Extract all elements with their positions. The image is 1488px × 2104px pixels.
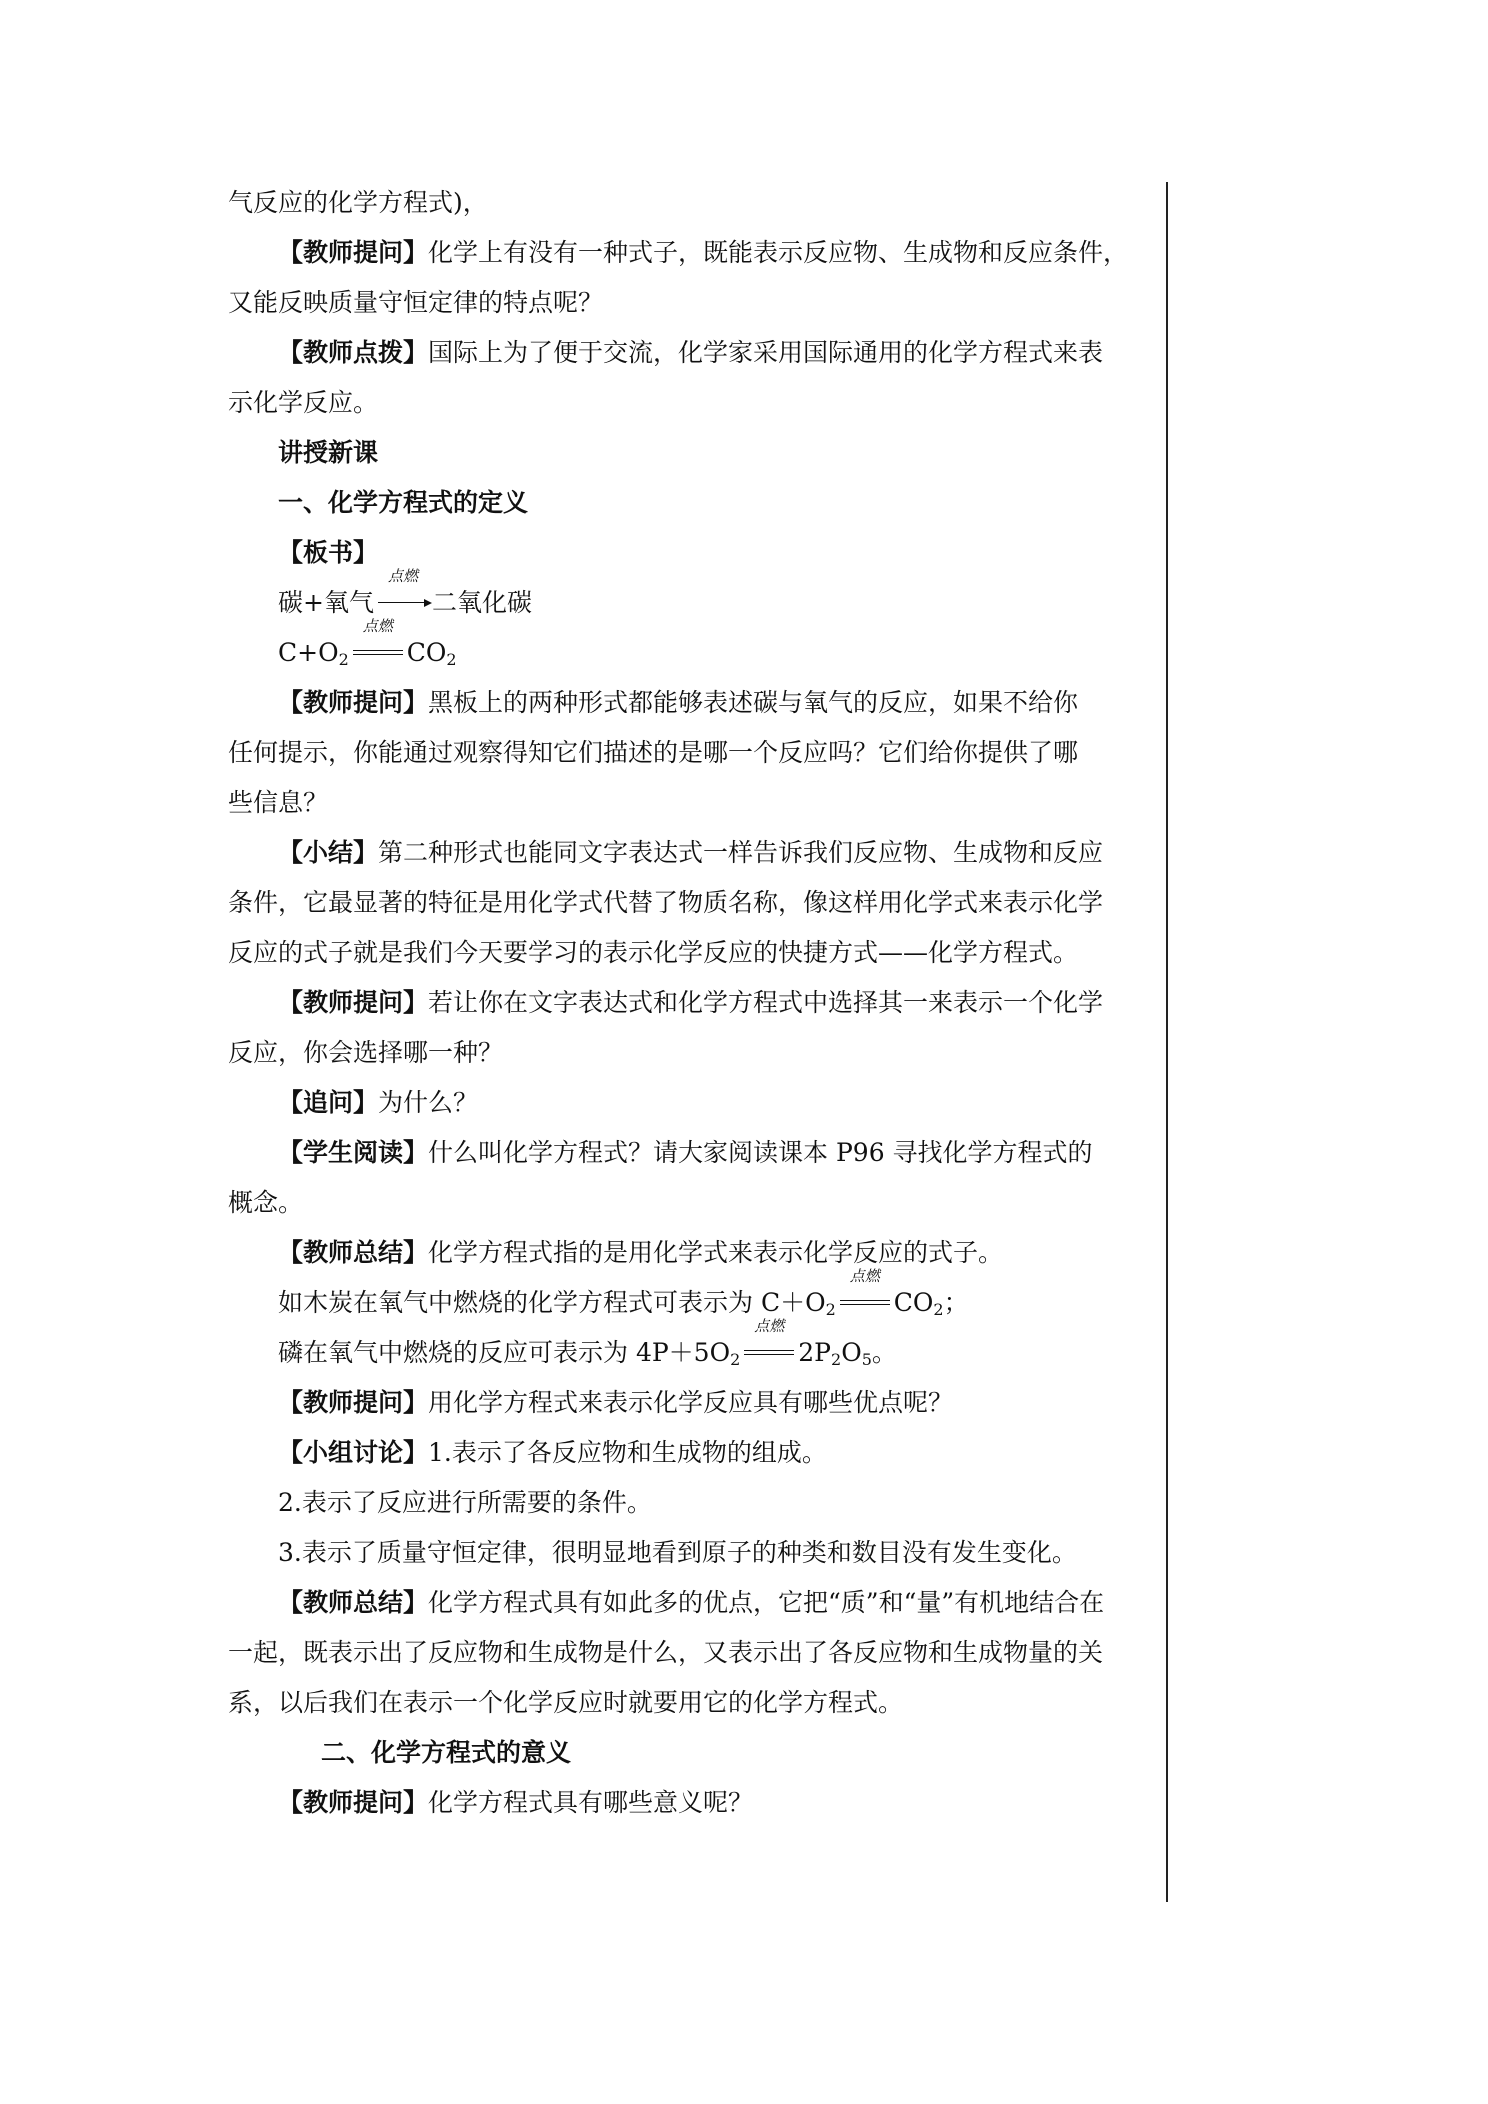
- tag-label: 【教师提问】: [278, 238, 429, 267]
- tag-label: 【教师总结】: [278, 1238, 429, 1267]
- list-item: 2.表示了反应进行所需要的条件。: [278, 1488, 652, 1517]
- reaction-equals: [740, 1317, 798, 1363]
- text-line: 系，以后我们在表示一个化学反应时就要用它的化学方程式。: [228, 1688, 904, 1717]
- reaction-arrow: [374, 567, 432, 613]
- table-border-line: [1166, 182, 1168, 1902]
- arrowhead-icon: [424, 599, 432, 607]
- teacher-summary: 【教师总结】化学方程式指的是用化学式来表示化学反应的式子。: [278, 1238, 1004, 1267]
- reaction-equals: [836, 1267, 894, 1313]
- section-heading: 讲授新课: [278, 438, 379, 467]
- carbon-equation-line: 如木炭在氧气中燃烧的化学方程式可表示为 $C+O_2$ 点燃 $CO_2$；: [278, 1267, 969, 1319]
- word-equation: 碳+氧气 点燃 二氧化碳: [278, 567, 532, 617]
- tag-label: 【教师提问】: [278, 1788, 429, 1817]
- text-line: 些信息？: [228, 788, 329, 817]
- text-line: 任何提示，你能通过观察得知它们描述的是哪一个反应吗？它们给你提供了哪: [228, 738, 1079, 767]
- tag-label: 【小结】: [278, 838, 379, 867]
- lesson-content: [228, 178, 1153, 1828]
- list-item: 3.表示了质量守恒定律，很明显地看到原子的种类和数目没有发生变化。: [278, 1538, 1077, 1567]
- teacher-question: 【教师提问】化学上有没有一种式子，既能表示反应物、生成物和反应条件，: [278, 238, 1129, 267]
- text-line: 反应的式子就是我们今天要学习的表示化学反应的快捷方式——化学方程式。: [228, 938, 1079, 967]
- teacher-summary: 【教师总结】化学方程式具有如此多的优点，它把“质”和“量”有机地结合在: [278, 1588, 1105, 1617]
- condition-label: 点燃: [362, 617, 393, 635]
- text-line: 反应，你会选择哪一种？: [228, 1038, 504, 1067]
- text-line: 概念。: [228, 1188, 304, 1217]
- tag-label: 【学生阅读】: [278, 1138, 429, 1167]
- teacher-question: 【教师提问】黑板上的两种形式都能够表述碳与氧气的反应，如果不给你: [278, 688, 1079, 717]
- summary: 【小结】第二种形式也能同文字表达式一样告诉我们反应物、生成物和反应: [278, 838, 1104, 867]
- text-line: 又能反映质量守恒定律的特点呢？: [228, 288, 604, 317]
- teacher-question: 【教师提问】用化学方程式来表示化学反应具有哪些优点呢？: [278, 1388, 954, 1417]
- tag-label: 【教师点拨】: [278, 338, 429, 367]
- phosphorus-equation-line: 磷在氧气中燃烧的反应可表示为 $4P+5O_2$ 点燃 $2P_2O_5$。: [278, 1317, 897, 1369]
- tag-label: 【小组讨论】: [278, 1438, 429, 1467]
- student-reading: 【学生阅读】什么叫化学方程式？请大家阅读课本 P96 寻找化学方程式的: [278, 1138, 1093, 1167]
- tag-label: 【教师总结】: [278, 1588, 429, 1617]
- teacher-question: 【教师提问】化学方程式具有哪些意义呢？: [278, 1788, 754, 1817]
- board-label: 【板书】: [278, 538, 379, 567]
- tag-label: 【教师提问】: [278, 1388, 429, 1417]
- condition-label: 点燃: [849, 1267, 880, 1285]
- section-heading-1: 一、化学方程式的定义: [278, 488, 529, 517]
- follow-up-question: 【追问】为什么？: [278, 1088, 479, 1117]
- text-line: 气反应的化学方程式)，: [228, 188, 488, 217]
- section-heading-2: 二、化学方程式的意义: [321, 1738, 572, 1767]
- text-line: 示化学反应。: [228, 388, 379, 417]
- teacher-guidance: 【教师点拨】国际上为了便于交流，化学家采用国际通用的化学方程式来表: [278, 338, 1104, 367]
- chemical-equation: $C+O_2$ 点燃 $CO_2$: [278, 617, 457, 669]
- text-line: 条件，它最显著的特征是用化学式代替了物质名称，像这样用化学式来表示化学: [228, 888, 1104, 917]
- condition-label: 点燃: [754, 1317, 785, 1335]
- text-line: 一起，既表示出了反应物和生成物是什么，又表示出了各反应物和生成物量的关: [228, 1638, 1104, 1667]
- group-discussion: 【小组讨论】1.表示了各反应物和生成物的组成。: [278, 1438, 827, 1467]
- tag-label: 【追问】: [278, 1088, 379, 1117]
- tag-label: 【教师提问】: [278, 988, 429, 1017]
- teacher-question: 【教师提问】若让你在文字表达式和化学方程式中选择其一来表示一个化学: [278, 988, 1104, 1017]
- tag-label: 【教师提问】: [278, 688, 429, 717]
- condition-label: 点燃: [387, 567, 418, 585]
- reaction-equals: [349, 617, 407, 663]
